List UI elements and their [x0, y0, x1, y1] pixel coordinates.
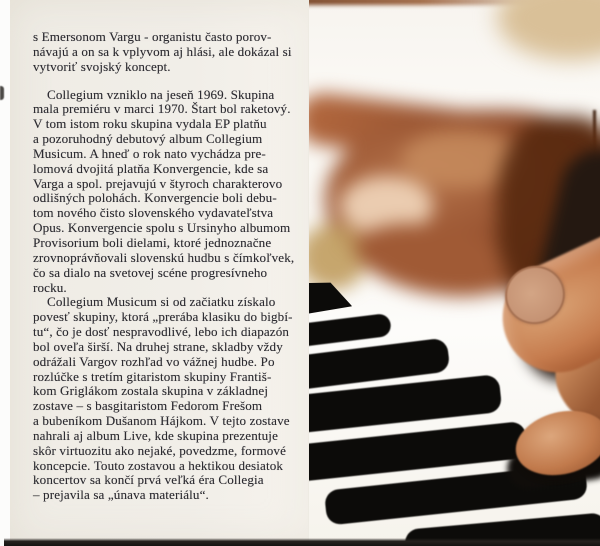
- text-line: Varga a spol. prejavujú v štyroch charakterovo: [33, 175, 283, 191]
- text-line: mala premiéru v marci 1970. Štart bol raketový.: [33, 101, 291, 117]
- text-line: Provisorium boli dielami, ktoré jednoznačne: [33, 234, 272, 250]
- text-line: s Emersonom Vargu - organistu často porov-: [33, 29, 272, 44]
- text-line: lomová dvojitá platňa Konvergencie, kde sa: [33, 160, 269, 176]
- text-line: rozlúčke s tretím gitaristom skupiny Františ-: [33, 368, 272, 384]
- text-line: Opus. Konvergencie spolu s Ursinyho albumom: [33, 220, 291, 236]
- paragraph: [33, 88, 303, 296]
- text-line: zrovnoprávňovali slovenskú hudbu s čímkoľvek,: [33, 249, 295, 265]
- text-line: návajú a on sa k vplyvom aj hlási, ale dokázal si: [33, 43, 292, 59]
- text-line: a bubeníkom Dušanom Hájkom. V tejto zostave: [33, 413, 290, 429]
- text-line: nahrali aj album Live, kde skupina prezentuje: [33, 427, 279, 443]
- text-line: odlišných polohách. Konvergencie boli debu-: [33, 190, 277, 206]
- text-line: tom nového čisto slovenského vydavateľstva: [33, 205, 274, 221]
- text-line: Collegium vzniklo na jeseň 1969. Skupina: [47, 86, 275, 102]
- booklet-page: [10, 0, 308, 546]
- text-line: koncepcie. Touto zostavou a hektikou desiatok: [33, 457, 284, 473]
- text-line: čo sa dialo na svetovej scéne progresívneho: [33, 264, 268, 280]
- scan-artifact-notch: [0, 86, 4, 100]
- text-line: odrážali Vargov rozhľad vo vážnej hudbe. Po: [33, 353, 275, 369]
- paragraph: [33, 295, 303, 503]
- text-line: – prejavila sa „únava materiálu“.: [33, 487, 209, 503]
- text-line: skôr virtuozitu ako nejaké, povedzme, formové: [33, 442, 287, 458]
- text-line: Collegium Musicum si od začiatku získalo: [47, 294, 276, 310]
- scan-bottom-edge: [4, 538, 600, 546]
- text-line: zostave – s basgitaristom Fedorom Frešom: [33, 398, 263, 414]
- text-line: Musicum. A hneď o rok nato vychádza pre-: [33, 145, 266, 161]
- text-line: koncertov sa končí prvá veľká éra Collegia: [33, 472, 264, 488]
- text-line: vytvoriť svojský koncept.: [33, 58, 171, 74]
- text-line: rocku.: [33, 279, 67, 295]
- text-line: a pozoruhodný debutový album Collegium: [33, 131, 263, 147]
- text-line: bol oveľa širší. Na druhej strane, skladby vždy: [33, 338, 283, 354]
- text-line: V tom istom roku skupina vydala EP platňu: [33, 116, 267, 132]
- text-line: tu“, čo je dosť nespravodlivé, lebo ich diapazón: [33, 324, 290, 340]
- piano-photo: [308, 0, 600, 546]
- text-line: povesť skupiny, ktorá „prerába klasiku do bigbí-: [33, 309, 293, 325]
- article-text: [33, 30, 303, 503]
- paragraph: [33, 30, 303, 75]
- text-line: kom Griglákom zostala skupina v základnej: [33, 383, 269, 399]
